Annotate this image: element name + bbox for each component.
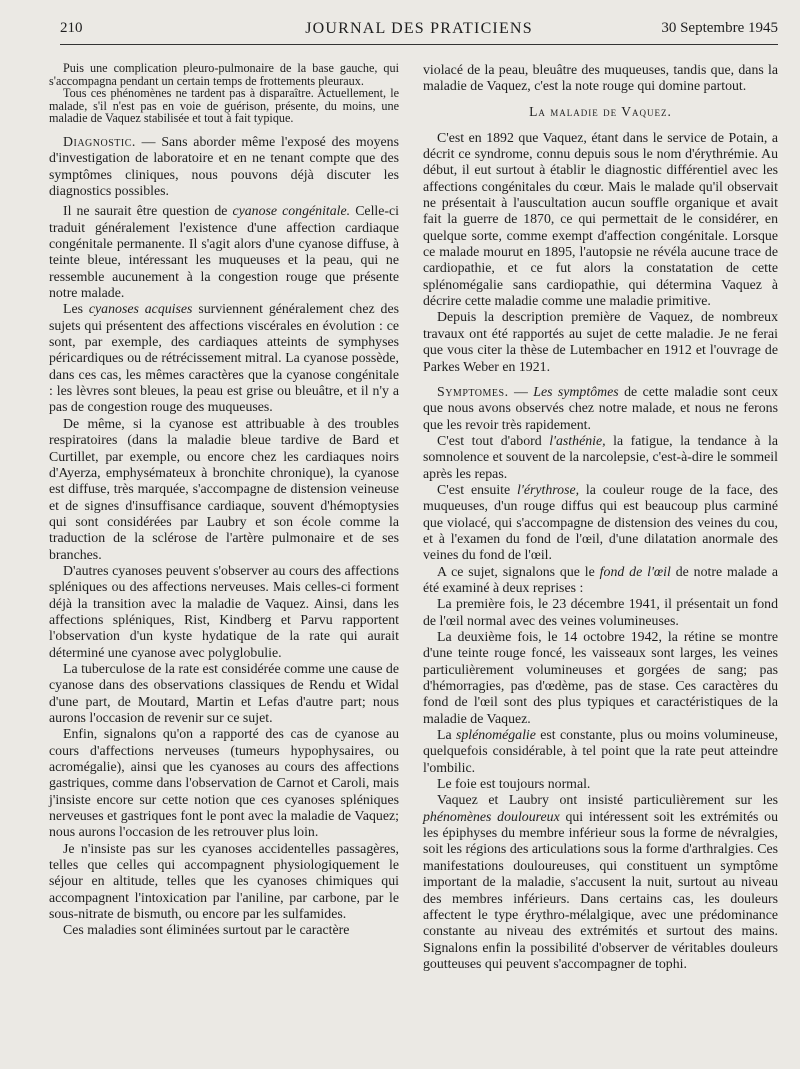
body-paragraph: C'est tout d'abord l'asthénie, la fatigue, la tendance à la somnolence et souvent de la narcolepsie, c'est-à-dire le sommeil après les repas. xyxy=(423,432,778,481)
body-paragraph: C'est ensuite l'érythrose, la couleur rouge de la face, des muqueuses, d'un rouge diffus qui est beaucoup plus carminé que violacé, qui s'accompagne de distension des veines du cou, et à l'examen du fond de l'œil, d'une dilatation anormale des veines du fond de l'œil. xyxy=(423,481,779,563)
page-number: 210 xyxy=(60,20,83,36)
body-paragraph: La deuxième fois, le 14 octobre 1942, la rétine se montre d'une teinte rouge foncé, les vaisseaux sont larges, les veines particulièrement volumineuses et gorgées de sang; pas d'hémorragies, pas d'œdème, pas de stase. Ces caractères du fond de l'œil sont des plus typiques et caractéristiques de la maladie de Vaquez. xyxy=(423,629,778,726)
section-title: La maladie de Vaquez. xyxy=(529,103,672,119)
body-paragraph: violacé de la peau, bleuâtre des muqueuses, tandis que, dans la maladie de Vaquez, c'est la note rouge qui domine partout. xyxy=(423,62,778,94)
right-column xyxy=(423,62,778,972)
diagnostic-paragraph: Diagnostic. — Sans aborder même l'exposé des moyens d'investigation de laboratoire et en ne tenant compte que des symptômes cliniques, nous pouvons déjà discuter les diagnostics possibles. xyxy=(49,133,399,198)
symptoms-paragraph: Symptomes. — Les symptômes de cette maladie sont ceux que nous avons observés chez notre malade, et nous ne ferons que les revoir très rapidement. xyxy=(423,383,778,432)
case-paragraph: Puis une complication pleuro-pulmonaire de la base gauche, qui s'accompagna pendant un certain temps de frottements pleuraux. xyxy=(49,61,399,88)
journal-title: JOURNAL DES PRATICIENS xyxy=(305,20,533,37)
body-paragraph: Je n'insiste pas sur les cyanoses accidentelles passagères, telles que celles qui accompagnent physiologiquement le séjour en altitude, telles que les cyanoses chimiques qui accompagnent l'intoxication par l'aniline, par carbone, par le sous-nitrate de bismuth, ou encore par les sulfamides. xyxy=(49,840,399,922)
body-paragraph: La splénomégalie est constante, plus ou moins volumineuse, quelquefois considérable, à tel point que la rate peut atteindre l'ombilic. xyxy=(423,727,779,775)
body-paragraph: La tuberculose de la rate est considérée comme une cause de cyanose dans des observations classiques de Rendu et Widal d'une part, de Moutard, Martin et Lefas d'autre part; nous aurons l'occasion de revenir sur ce sujet. xyxy=(49,660,399,725)
body-paragraph: Les cyanoses acquises surviennent généralement chez des sujets qui présentent des affections viscérales en évolution : ce sont, par exemple, des cardiaques atteints de symphyses péricardiques ou de rétrécissement mitral. La cyanose possède, dans ces cas, les mêmes caractères que la cyanose congénitale : les lèvres sont bleues, la peau est grise ou bleuâtre, et il n'y a pas de congestion rouge des muqueuses. xyxy=(49,301,399,415)
body-paragraph: Vaquez et Laubry ont insisté particulièrement sur les phénomènes douloureux qui intéressent soit les extrémités ou les épiphyses du membre inférieur sous la forme de névralgies, soit les régions des articulations sous la forme d'arthralgies. Ces manifestations douloureuses, qui constituent un symptôme important de la maladie, s'accusent la nuit, surtout au niveau des membres inférieurs. Dans certains cas, les douleurs affectent le type érythro-mélalgique, avec une prédominance constante au niveau des extrémités et surtout des mains. Signalons enfin la possibilité d'observer de véritables douleurs goutteuses qui peuvent s'accompagner de tophi. xyxy=(423,792,778,971)
left-column xyxy=(49,62,399,939)
diagnostic-heading: Diagnostic. xyxy=(63,133,136,149)
body-paragraph: De même, si la cyanose est attribuable à des troubles respiratoires (dans la maladie bleue tardive de Bard et Curtillet, par exemple, ou encore chez les cardiaques noirs d'Ayerza, emphysémateux à bronchite chronique), la cyanose est diffuse, très marquée, s'accompagne de distension veineuse et de signes d'insuffisance cardiaque, souvent d'hémoptysies qui sont considérées par Laubry et son école comme la traduction de la sclérose de l'artère pulmonaire et de ses branches. xyxy=(49,415,399,562)
body-paragraph: Le foie est toujours normal. xyxy=(437,776,591,792)
header-rule xyxy=(60,44,778,45)
body-paragraph: A ce sujet, signalons que le fond de l'œil de notre malade a été examiné à deux reprises : xyxy=(423,563,778,595)
body-paragraph: La première fois, le 23 décembre 1941, il présentait un fond de l'œil normal avec des veines volumineuses. xyxy=(423,596,778,628)
body-paragraph: C'est en 1892 que Vaquez, étant dans le service de Potain, a décrit ce syndrome, connu depuis sous le nom d'érythrémie. Au début, il eut surtout à établir le diagnostic différentiel avec les affections congénitales du cœur. Mais le malade qu'il observait ne présentait à l'auscultation aucun souffle organique et avait fait la guerre de 1870, ce qui permettait de le considérer, en quelque sorte, comme exempt d'affection congénitale. Lorsque ce malade mourut en 1895, l'autopsie ne révéla aucune trace de cardiopathie, et ce fut alors la constatation de cette splénomégalie sans cardiopathie, qui détermina Vaquez à décrire cette maladie comme une maladie primitive. xyxy=(423,129,778,309)
page-header xyxy=(60,14,778,42)
body-paragraph: Ces maladies sont éliminées surtout par le caractère xyxy=(63,922,350,938)
case-paragraph: Tous ces phénomènes ne tardent pas à disparaître. Actuellement, le malade, s'il n'est pas en voie de guérison, présente, du moins, une maladie de Vaquez stabilisée et tout à fait typique. xyxy=(49,86,399,126)
body-paragraph: Il ne saurait être question de cyanose congénitale. Celle-ci traduit généralement l'existence d'une affection cardiaque congénitale permanente. Il s'agit alors d'une cyanose diffuse, à teinte bleue, intéressant les muqueuses et la peau, qui ne ressemble aucunement à la congestion rouge que présente notre malade. xyxy=(49,203,400,301)
symptoms-heading: Symptomes. xyxy=(437,383,509,399)
body-paragraph: Enfin, signalons qu'on a rapporté des cas de cyanose au cours d'affections nerveuses (tumeurs hypophysaires, ou acromégalie), ainsi que les cyanoses au cours des affections gastriques, comme dans l'observation de Carnot et Caroli, mais j'insiste encore sur cette notion que ces cyanoses spléniques nerveuses et gastriques font le pont avec la maladie de Vaquez; nous aurons l'occasion de les retrouver plus loin. xyxy=(49,726,399,840)
issue-date: 30 Septembre 1945 xyxy=(661,20,778,36)
body-paragraph: Depuis la description première de Vaquez, de nombreux travaux ont été rapportés au sujet de cette maladie. Je ne ferai que vous citer la thèse de Lutembacher en 1912 et l'ouvrage de Parkes Weber en 1921. xyxy=(423,309,778,374)
body-paragraph: D'autres cyanoses peuvent s'observer au cours des affections spléniques ou des affections nerveuses. Mais celles-ci forment déjà la transition avec la maladie de Vaquez. Ainsi, dans les affections spléniques, Rist, Kindberg et Parvu rapportent l'observation d'un kyste hydatique de la rate qui aurait déterminé une cyanose avec polyglobulie. xyxy=(49,562,399,660)
